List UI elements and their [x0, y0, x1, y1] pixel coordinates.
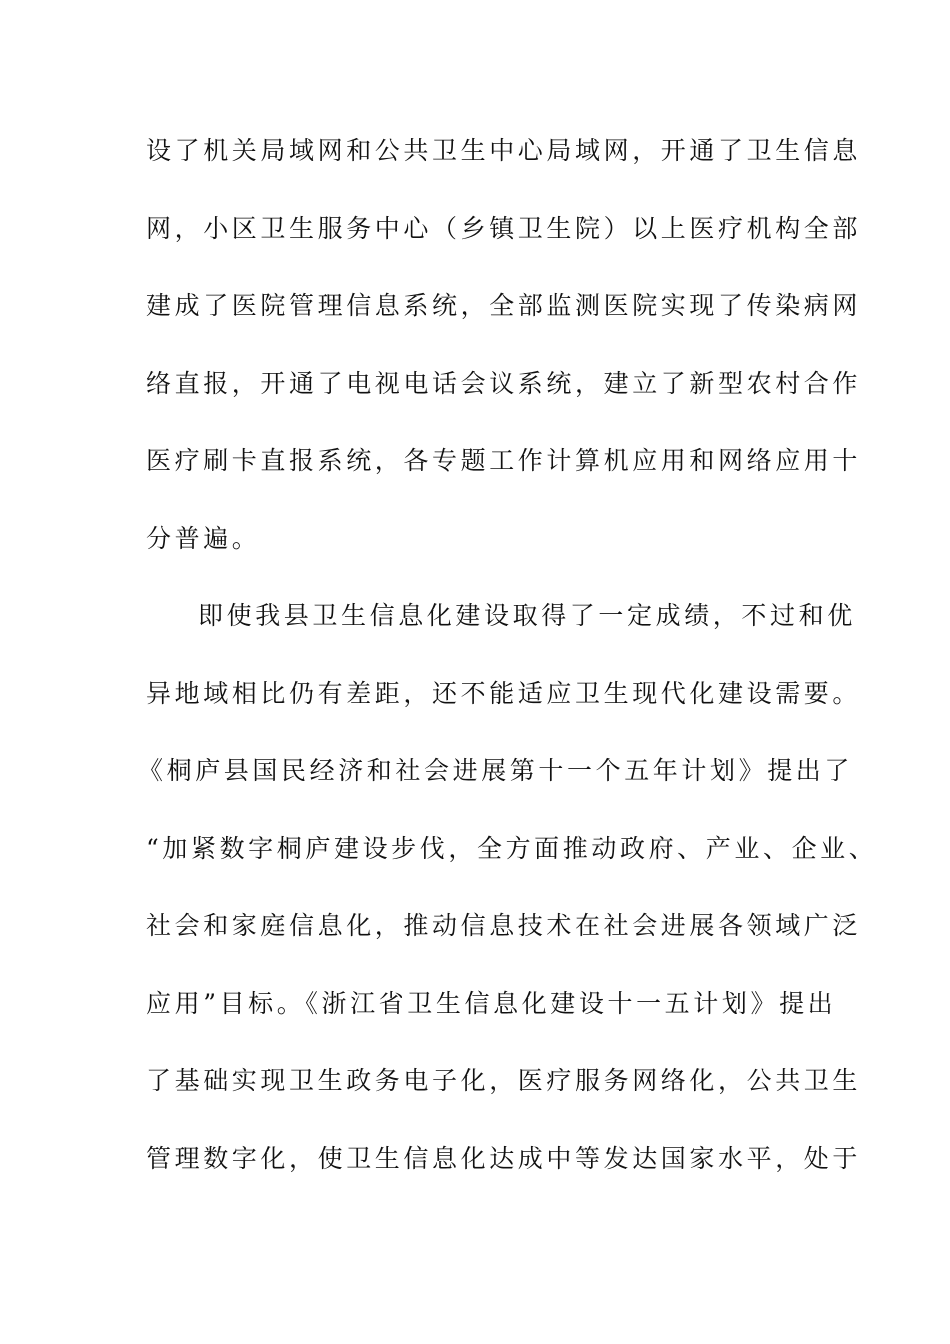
- paragraph-start-line: 即使我县卫生信息化建设取得了一定成绩，不过和优: [198, 601, 856, 630]
- text-line: 异地域相比仍有差距，还不能适应卫生现代化建设需要。: [146, 678, 862, 708]
- text-line: 了基础实现卫生政务电子化，医疗服务网络化，公共卫生: [146, 1066, 862, 1095]
- text-line: 网，小区卫生服务中心（乡镇卫生院）以上医疗机构全部: [146, 213, 862, 243]
- text-line: 络直报，开通了电视电话会议系统，建立了新型农村合作: [146, 368, 862, 398]
- text-line: 设了机关局域网和公共卫生中心局域网，开通了卫生信息: [146, 136, 862, 165]
- text-line: 建成了医院管理信息系统，全部监测医院实现了传染病网: [146, 291, 862, 320]
- text-line: 应用”目标。《浙江省卫生信息化建设十一五计划》提出: [146, 988, 837, 1018]
- text-line: 分普遍。: [146, 523, 261, 553]
- text-line: 社会和家庭信息化，推动信息技术在社会进展各领域广泛: [146, 911, 862, 940]
- body-text: [138, 129, 878, 1214]
- text-line: 管理数字化，使卫生信息化达成中等发达国家水平，处于: [146, 1143, 862, 1173]
- text-line: “加紧数字桐庐建设步伐，全方面推动政府、产业、企业、: [146, 833, 878, 863]
- text-line: 《桐庐县国民经济和社会进展第十一个五年计划》提出了: [138, 756, 854, 785]
- text-line: 医疗刷卡直报系统，各专题工作计算机应用和网络应用十: [146, 446, 862, 475]
